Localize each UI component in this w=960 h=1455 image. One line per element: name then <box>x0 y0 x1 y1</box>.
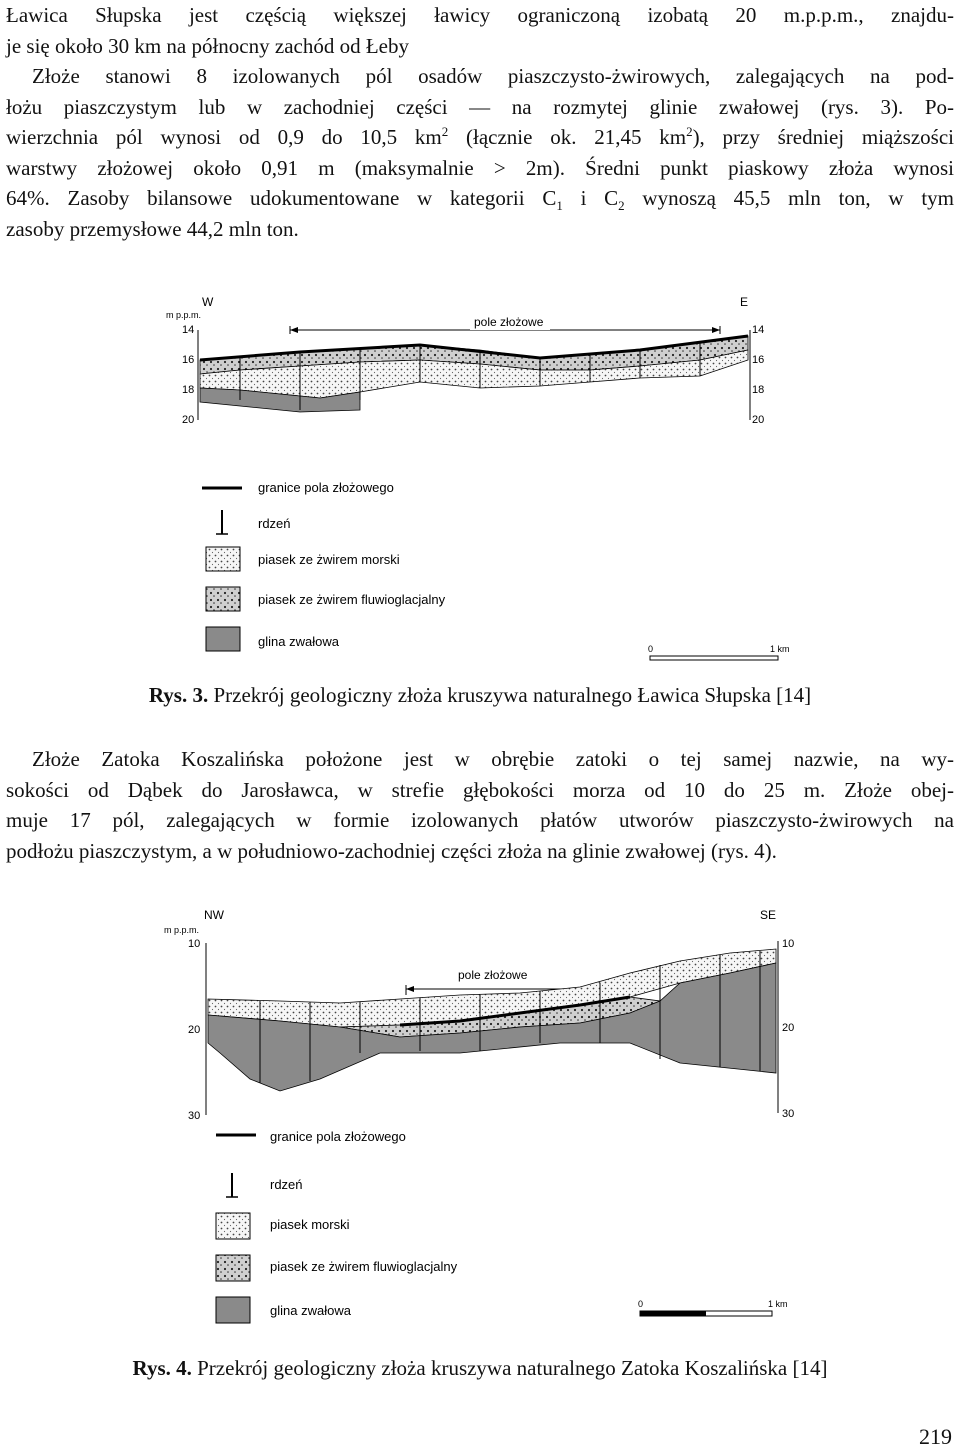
text-line: Ławica Słupska jest częścią większej ławicy ograniczoną izobatą 20 m.p.p.m., znajdu- <box>6 3 954 27</box>
text-line: Złoże Zatoka Koszalińska położone jest w obrębie zatoki o tej samej nazwie, na wy- <box>32 747 954 771</box>
legend-marine-symbol <box>206 547 240 571</box>
legend-item: granice pola złożowego <box>258 480 394 495</box>
tick-label: 30 <box>782 1108 795 1120</box>
tick-label: 20 <box>182 414 195 426</box>
legend-item: glina zwałowa <box>270 1303 351 1318</box>
tick-label: 20 <box>752 414 765 426</box>
direction-east: E <box>740 295 749 309</box>
legend-item: piasek ze żwirem fluwioglacjalny <box>270 1259 458 1274</box>
unit-label: m p.p.m. <box>164 925 200 935</box>
legend-fluvio-symbol <box>206 587 240 611</box>
text-line: zasoby przemysłowe 44,2 mln ton. <box>6 216 299 241</box>
legend-item: rdzeń <box>270 1177 303 1192</box>
text-line: je się około 30 km na północny zachód od Łeby <box>6 33 409 58</box>
tick-label: 18 <box>182 384 195 396</box>
tick-label: 30 <box>188 1110 201 1122</box>
page-number: 219 <box>919 1424 952 1449</box>
tick-label: 14 <box>752 324 765 336</box>
text-line: wierzchnia pól wynosi od 0,9 do 10,5 $km^2$ (łącznie ok. 21,45 $km^2$), przy średniej miąższości <box>6 124 954 149</box>
direction-northwest: NW <box>204 908 224 922</box>
direction-west: W <box>202 295 214 309</box>
scale-zero: 0 <box>638 1299 644 1309</box>
text-line: łożu piaszczystym lub w zachodniej części — na rozmytej glinie zwałowej (rys. 3). Po- <box>6 94 954 119</box>
legend-fluvio-symbol <box>216 1255 250 1281</box>
legend-item: glina zwałowa <box>258 634 339 649</box>
text-line: podłożu piaszczystym, a w południowo-zachodniej części złoża na glinie zwałowej (rys. 4). <box>6 838 777 863</box>
legend-item: granice pola złożowego <box>270 1129 406 1144</box>
figure-4-caption: Rys. 4. Przekrój geologiczny złoża kruszywa naturalnego Zatoka Koszalińska [14] <box>132 1356 828 1380</box>
text-line: Złoże stanowi 8 izolowanych pól osadów piaszczysto-żwirowych, zalegających na pod- <box>32 64 954 88</box>
text-line: 64%. Zasoby bilansowe udokumentowane w kategorii $C_1$ i $C_2$ wynoszą 45,5 mln ton, w tym <box>6 186 954 214</box>
figure-3-caption: Rys. 3. Przekrój geologiczny złoża kruszywa naturalnego Ławica Słupska [14] <box>148 683 812 707</box>
scale-bar <box>650 656 778 660</box>
text-line: sokości od Dąbek do Jarosławca, w strefie głębokości morza od 10 do 25 m. Złoże obej- <box>6 777 954 802</box>
legend-item: piasek ze żwirem morski <box>258 552 400 567</box>
legend-item: piasek morski <box>270 1217 350 1232</box>
scale-zero: 0 <box>648 644 654 654</box>
legend-marine-symbol <box>216 1213 250 1239</box>
scale-km: 1 km <box>768 1299 788 1309</box>
text-line: warstwy złożowej około 0,91 m (maksymalnie > 2m). Średni punkt piaskowy złoża wynosi <box>6 155 954 180</box>
field-label: pole złożowe <box>458 968 528 982</box>
legend-item: piasek ze żwirem fluwioglacjalny <box>258 592 446 607</box>
legend-clay-symbol <box>216 1297 250 1323</box>
unit-label: m p.p.m. <box>166 310 202 320</box>
figure-4-cross-section <box>160 903 820 1333</box>
tick-label: 10 <box>782 938 795 950</box>
tick-label: 10 <box>188 938 201 950</box>
tick-label: 16 <box>752 354 765 366</box>
legend-clay-symbol <box>206 627 240 651</box>
legend-item: rdzeń <box>258 516 291 531</box>
scale-km: 1 km <box>770 644 790 654</box>
tick-label: 20 <box>188 1024 201 1036</box>
paragraph-2 <box>6 744 954 866</box>
paragraph-1 <box>6 0 954 244</box>
tick-label: 20 <box>782 1022 795 1034</box>
figure-3-cross-section <box>160 290 820 670</box>
field-label: pole złożowe <box>474 315 544 329</box>
tick-label: 16 <box>182 354 195 366</box>
tick-label: 14 <box>182 324 195 336</box>
direction-southeast: SE <box>760 908 777 922</box>
text-line: muje 17 pól, zalegających w formie izolowanych płatów utworów piaszczysto-żwirowych na <box>6 808 954 832</box>
tick-label: 18 <box>752 384 765 396</box>
